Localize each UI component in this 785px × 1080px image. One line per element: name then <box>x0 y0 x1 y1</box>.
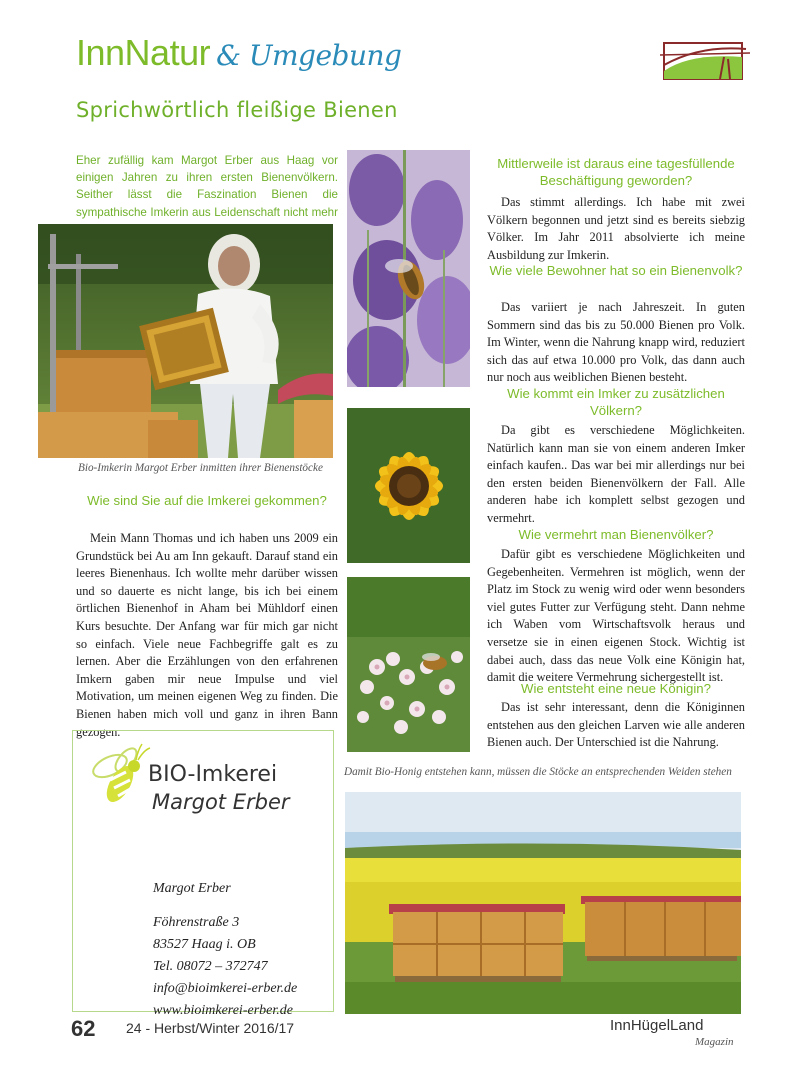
question-heading: Wie vermehrt man Bienenvölker? <box>518 527 714 542</box>
contact-name: Margot Erber <box>153 881 231 896</box>
answer-text: Das ist sehr interessant, denn die Königinnen entstehen aus den gleichen Larven wie alle anderen Bienen auch. Der Unterschied ist die Nahrung. <box>487 700 745 750</box>
sunflower-photo <box>347 408 470 563</box>
magazine-name: InnHügelLand <box>610 1017 704 1034</box>
answer-text: Da gibt es verschiedene Möglichkeiten. Natürlich kann man sie von einem anderen Imker einfach kaufen.. Das war bei mir allerdings nur bei den ersten beiden Bienenvölkern der Fall. Alle anderen habe ich komplett selbst gezogen und vermehrt. <box>487 423 745 525</box>
article-headline: Sprichwörtlich fleißige Bienen <box>76 98 398 122</box>
ad-owner-name: Margot Erber <box>152 790 290 814</box>
section-title-suffix: & Umgebung <box>216 39 402 72</box>
ad-contact-block <box>153 878 297 1022</box>
contact-street: Föhrenstraße 3 <box>153 915 240 930</box>
beekeeper-photo-caption: Bio-Imkerin Margot Erber inmitten ihrer Bienenstöcke <box>78 462 323 474</box>
magazine-subtitle: Magazin <box>695 1036 734 1048</box>
contact-website[interactable]: www.bioimkerei-erber.de <box>153 1003 293 1018</box>
field-photo-caption: Damit Bio-Honig entstehen kann, müssen die Stöcke an entsprechenden Weiden stehen <box>344 766 732 778</box>
question-heading: Wie kommt ein Imker zu zusätzlichen Völkern? <box>507 386 725 418</box>
answer-text: Das variiert je nach Jahreszeit. In guten Sommern sind das bis zu 50.000 Bienen pro Volk. Im Winter, wenn die Nahrung knapp wird, reduziert sich das auf etwa 10.000 pro Volk, das dann auch nur noch aus weiblichen Bienen besteht. <box>487 300 745 385</box>
contact-email[interactable]: info@bioimkerei-erber.de <box>153 981 298 996</box>
question-heading: Wie viele Bewohner hat so ein Bienenvolk? <box>489 263 743 278</box>
flowers-bee-photo <box>347 577 470 752</box>
question-heading: Mittlerweile ist daraus eine tagesfüllende Beschäftigung geworden? <box>497 156 735 188</box>
magazine-section-title <box>76 32 401 74</box>
question-heading: Wie sind Sie auf die Imkerei gekommen? <box>87 493 327 508</box>
beekeeper-photo <box>38 224 333 458</box>
question-heading: Wie entsteht eine neue Königin? <box>521 681 711 696</box>
landscape-logo-icon <box>660 35 750 85</box>
answer-text: Mein Mann Thomas und ich haben uns 2009 ein Grundstück bei Au am Inn gekauft. Darauf stand ein leeres Bienenhaus. Ich wollte mehr darüber wissen und so dauerte es nicht lange, bis ich bei einem örtlichen Bienenhof in Aham bei Mühldorf einen Kurs besuchte. Der Anfang war für mich gar nicht so einfach. Viele neue Fachbegriffe galt es zu lernen. Aber die Erzählungen von den erfahrenen Imkern gaben mir neue Impulse und viel Motivation, um meinen eigenen Weg zu finden. Die Bienen haben mich voll und ganz in ihren Bann gezogen. <box>76 531 338 739</box>
beehives-field-photo <box>345 792 741 1014</box>
issue-label: 24 - Herbst/Winter 2016/17 <box>126 1020 295 1036</box>
page-number: 62 <box>71 1016 96 1041</box>
article-intro: Eher zufällig kam Margot Erber aus Haag vor einigen Jahren zu ihren ersten Bienenvölkern. Seither lässt die Faszination Bienen die sympathische Imkerin aus Leidenschaft nicht mehr <box>76 154 338 219</box>
answer-text: Dafür gibt es verschiedene Möglichkeiten und Gegebenheiten. Vermehren ist möglich, wenn der Platz im Stock zu wenig wird oder wenn besonders viel gutes Futter zur Verfügung steht. Dann nehme ich Waben vom Wirtschaftsvolk heraus und versetze sie in einen eigenen Stock. Wichtig ist dabei auch, dass das neue Volk eine Königin hat, damit die weitere Vermehrung sichergestellt ist. <box>487 547 745 685</box>
contact-phone: Tel. 08072 – 372747 <box>153 959 268 974</box>
contact-city: 83527 Haag i. OB <box>153 937 256 952</box>
ad-title: BIO-Imkerei <box>148 762 278 787</box>
lavender-bee-photo <box>347 150 470 387</box>
section-title-main: InnNatur <box>76 32 211 73</box>
answer-text: Das stimmt allerdings. Ich habe mit zwei Völkern begonnen und jetzt sind es bereits siebzig Völker. Im Jahr 2011 absolvierte ich meine Ausbildung zur Imkerin. <box>487 195 745 262</box>
